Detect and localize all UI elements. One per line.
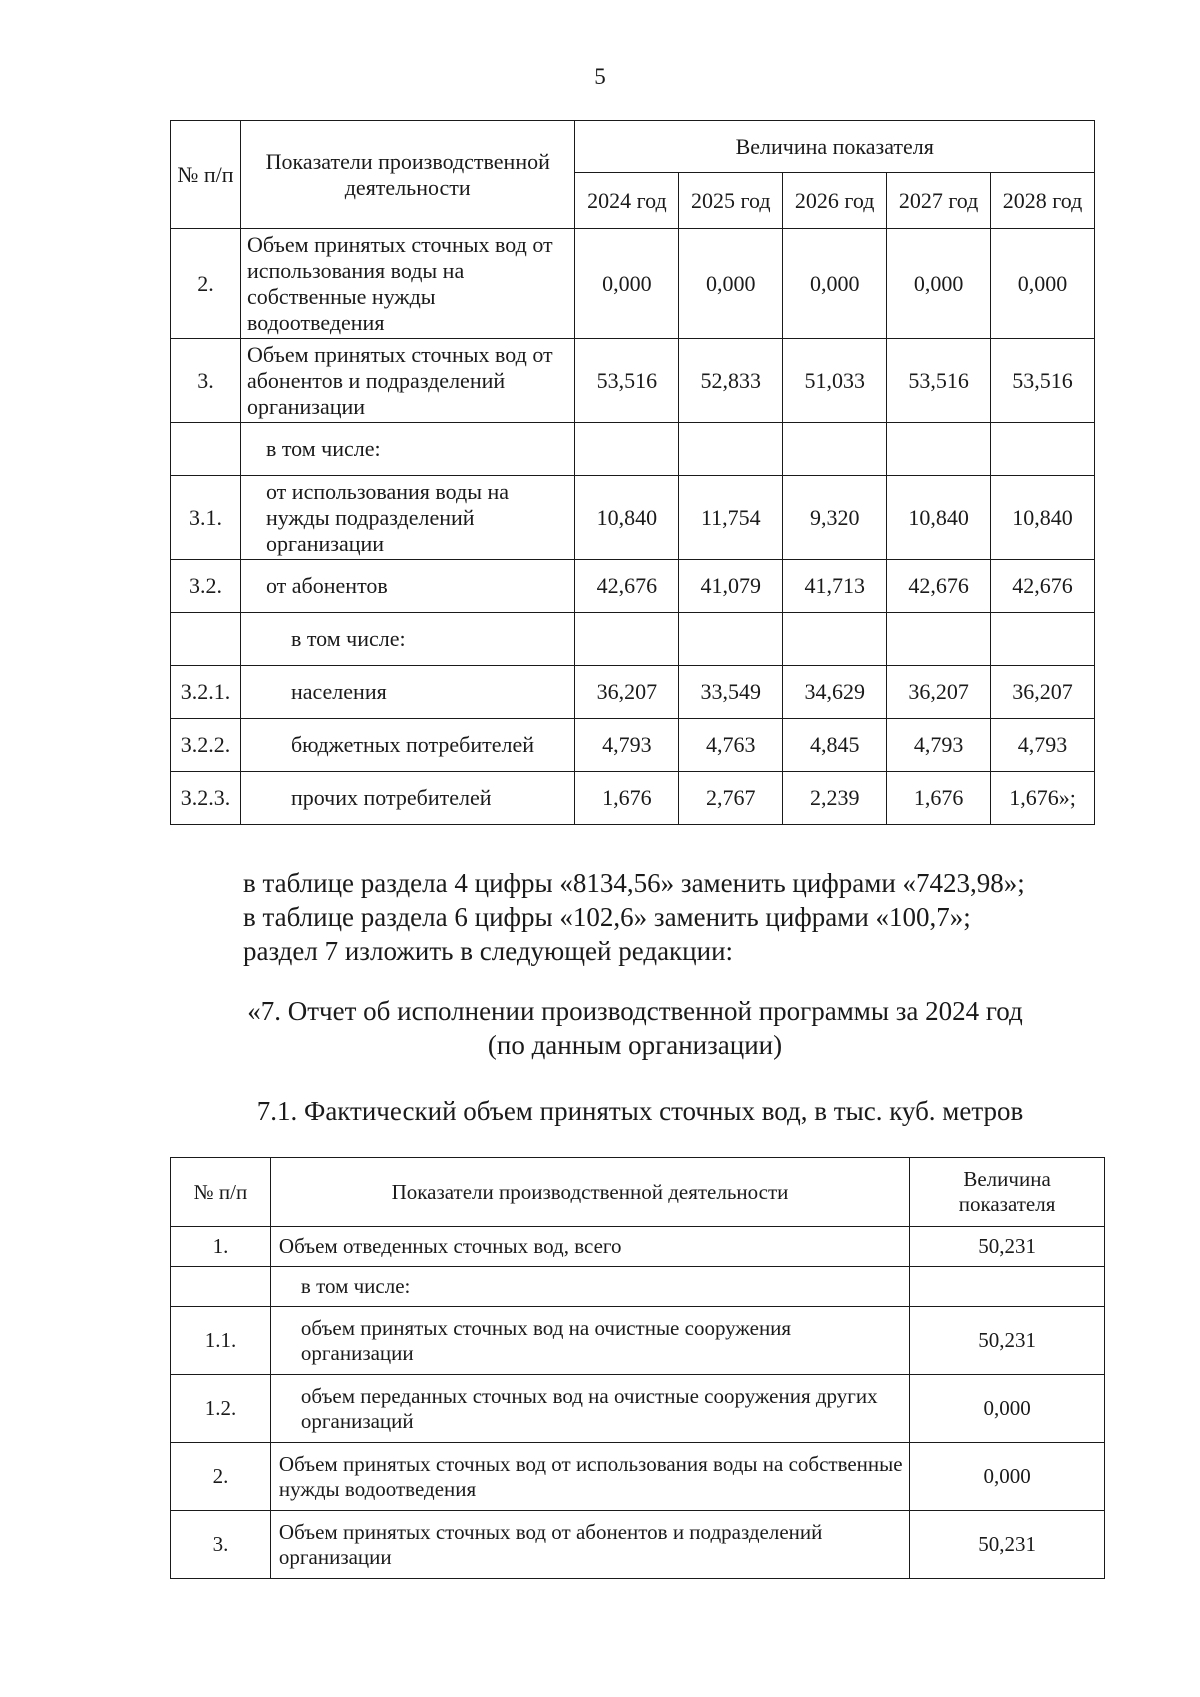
cell-value: 50,231: [910, 1511, 1105, 1579]
paragraph: раздел 7 изложить в следующей редакции:: [243, 936, 734, 966]
paragraph: в таблице раздела 4 цифры «8134,56» заменить цифрами «7423,98»;: [243, 868, 1025, 898]
header-num: № п/п: [171, 121, 241, 229]
cell-value: 4,845: [783, 719, 887, 772]
subsection-heading: 7.1. Фактический объем принятых сточных вод, в тыс. куб. метров: [256, 1096, 1024, 1126]
header-year: 2025 год: [679, 173, 783, 229]
cell-value: [991, 613, 1095, 666]
row-label: населения: [240, 666, 575, 719]
table-row: [171, 423, 1095, 476]
row-label: от абонентов: [240, 560, 575, 613]
cell-value: 0,000: [887, 229, 991, 339]
cell-value: 42,676: [991, 560, 1095, 613]
header-year: 2028 год: [991, 173, 1095, 229]
cell-value: [783, 423, 887, 476]
cell-value: [887, 613, 991, 666]
row-label: Объем принятых сточных вод от использования воды на собственные нужды водоотведения: [270, 1443, 909, 1511]
table-row: [171, 1511, 1105, 1579]
row-num: 1.: [171, 1227, 271, 1267]
production-indicators-table: [170, 120, 1095, 825]
cell-value: 4,763: [679, 719, 783, 772]
cell-value: 0,000: [783, 229, 887, 339]
cell-value: 0,000: [679, 229, 783, 339]
cell-value: 41,713: [783, 560, 887, 613]
cell-value: 4,793: [887, 719, 991, 772]
cell-value: [679, 613, 783, 666]
cell-value: 1,676: [887, 772, 991, 825]
row-label: в том числе:: [240, 423, 575, 476]
row-label: Объем принятых сточных вод от абонентов и подразделений организации: [240, 339, 575, 423]
table-row: [171, 1375, 1105, 1443]
cell-value: 10,840: [991, 476, 1095, 560]
cell-value: 2,767: [679, 772, 783, 825]
row-num: 3.2.2.: [171, 719, 241, 772]
table-row: [171, 1227, 1105, 1267]
cell-value: 9,320: [783, 476, 887, 560]
cell-value: 0,000: [910, 1443, 1105, 1511]
paragraph: в таблице раздела 6 цифры «102,6» заменить цифрами «100,7»;: [243, 902, 971, 932]
page-number: 5: [594, 64, 606, 89]
cell-value: 0,000: [575, 229, 679, 339]
cell-value: [991, 423, 1095, 476]
table-row: [171, 1267, 1105, 1307]
table-row: [171, 229, 1095, 339]
cell-value: 4,793: [575, 719, 679, 772]
row-label: прочих потребителей: [240, 772, 575, 825]
section-heading-subline: (по данным организации): [487, 1030, 783, 1060]
header-indicator: Показатели производственной деятельности: [240, 121, 575, 229]
cell-value: 11,754: [679, 476, 783, 560]
row-label: объем переданных сточных вод на очистные сооружения других организаций: [270, 1375, 909, 1443]
cell-value: 1,676»;: [991, 772, 1095, 825]
row-num: 3.1.: [171, 476, 241, 560]
row-num: 2.: [171, 229, 241, 339]
cell-value: 41,079: [679, 560, 783, 613]
cell-value: [910, 1267, 1105, 1307]
row-num: 3.: [171, 1511, 271, 1579]
table-row: [171, 1307, 1105, 1375]
cell-value: 50,231: [910, 1227, 1105, 1267]
cell-value: 2,239: [783, 772, 887, 825]
cell-value: 34,629: [783, 666, 887, 719]
header-year: 2024 год: [575, 173, 679, 229]
cell-value: 51,033: [783, 339, 887, 423]
row-num: [171, 1267, 271, 1307]
cell-value: 36,207: [887, 666, 991, 719]
header-value: Величина показателя: [910, 1158, 1105, 1227]
row-label: Объем отведенных сточных вод, всего: [270, 1227, 909, 1267]
row-label: Объем принятых сточных вод от использования воды на собственные нужды водоотведения: [240, 229, 575, 339]
header-num: № п/п: [171, 1158, 271, 1227]
row-label: в том числе:: [270, 1267, 909, 1307]
row-num: 3.2.: [171, 560, 241, 613]
cell-value: 53,516: [575, 339, 679, 423]
row-num: 1.2.: [171, 1375, 271, 1443]
cell-value: [783, 613, 887, 666]
cell-value: 53,516: [887, 339, 991, 423]
cell-value: 0,000: [910, 1375, 1105, 1443]
row-label: в том числе:: [240, 613, 575, 666]
cell-value: 50,231: [910, 1307, 1105, 1375]
cell-value: 42,676: [887, 560, 991, 613]
cell-value: [575, 613, 679, 666]
table-row: [171, 476, 1095, 560]
table-row: [171, 666, 1095, 719]
row-num: 3.2.1.: [171, 666, 241, 719]
table-row: [171, 613, 1095, 666]
header-group: Величина показателя: [575, 121, 1095, 173]
row-label: от использования воды на нужды подразделений организации: [240, 476, 575, 560]
actual-volume-table: [170, 1157, 1105, 1579]
row-num: 2.: [171, 1443, 271, 1511]
cell-value: 42,676: [575, 560, 679, 613]
row-label: объем принятых сточных вод на очистные сооружения организации: [270, 1307, 909, 1375]
row-label: Объем принятых сточных вод от абонентов и подразделений организации: [270, 1511, 909, 1579]
row-num: 3.2.3.: [171, 772, 241, 825]
table-row: [171, 772, 1095, 825]
header-year: 2026 год: [783, 173, 887, 229]
row-num: [171, 423, 241, 476]
cell-value: 4,793: [991, 719, 1095, 772]
cell-value: 1,676: [575, 772, 679, 825]
row-num: 3.: [171, 339, 241, 423]
row-num: [171, 613, 241, 666]
cell-value: [887, 423, 991, 476]
row-num: 1.1.: [171, 1307, 271, 1375]
row-label: бюджетных потребителей: [240, 719, 575, 772]
cell-value: [575, 423, 679, 476]
cell-value: 10,840: [887, 476, 991, 560]
cell-value: 52,833: [679, 339, 783, 423]
cell-value: 36,207: [991, 666, 1095, 719]
header-indicator: Показатели производственной деятельности: [270, 1158, 909, 1227]
cell-value: 53,516: [991, 339, 1095, 423]
table-row: [171, 1443, 1105, 1511]
table-row: [171, 719, 1095, 772]
cell-value: 10,840: [575, 476, 679, 560]
header-year: 2027 год: [887, 173, 991, 229]
cell-value: 36,207: [575, 666, 679, 719]
cell-value: [679, 423, 783, 476]
table-row: [171, 339, 1095, 423]
table-row: [171, 560, 1095, 613]
cell-value: 33,549: [679, 666, 783, 719]
cell-value: 0,000: [991, 229, 1095, 339]
section-heading: «7. Отчет об исполнении производственной программы за 2024 год: [247, 996, 1023, 1026]
